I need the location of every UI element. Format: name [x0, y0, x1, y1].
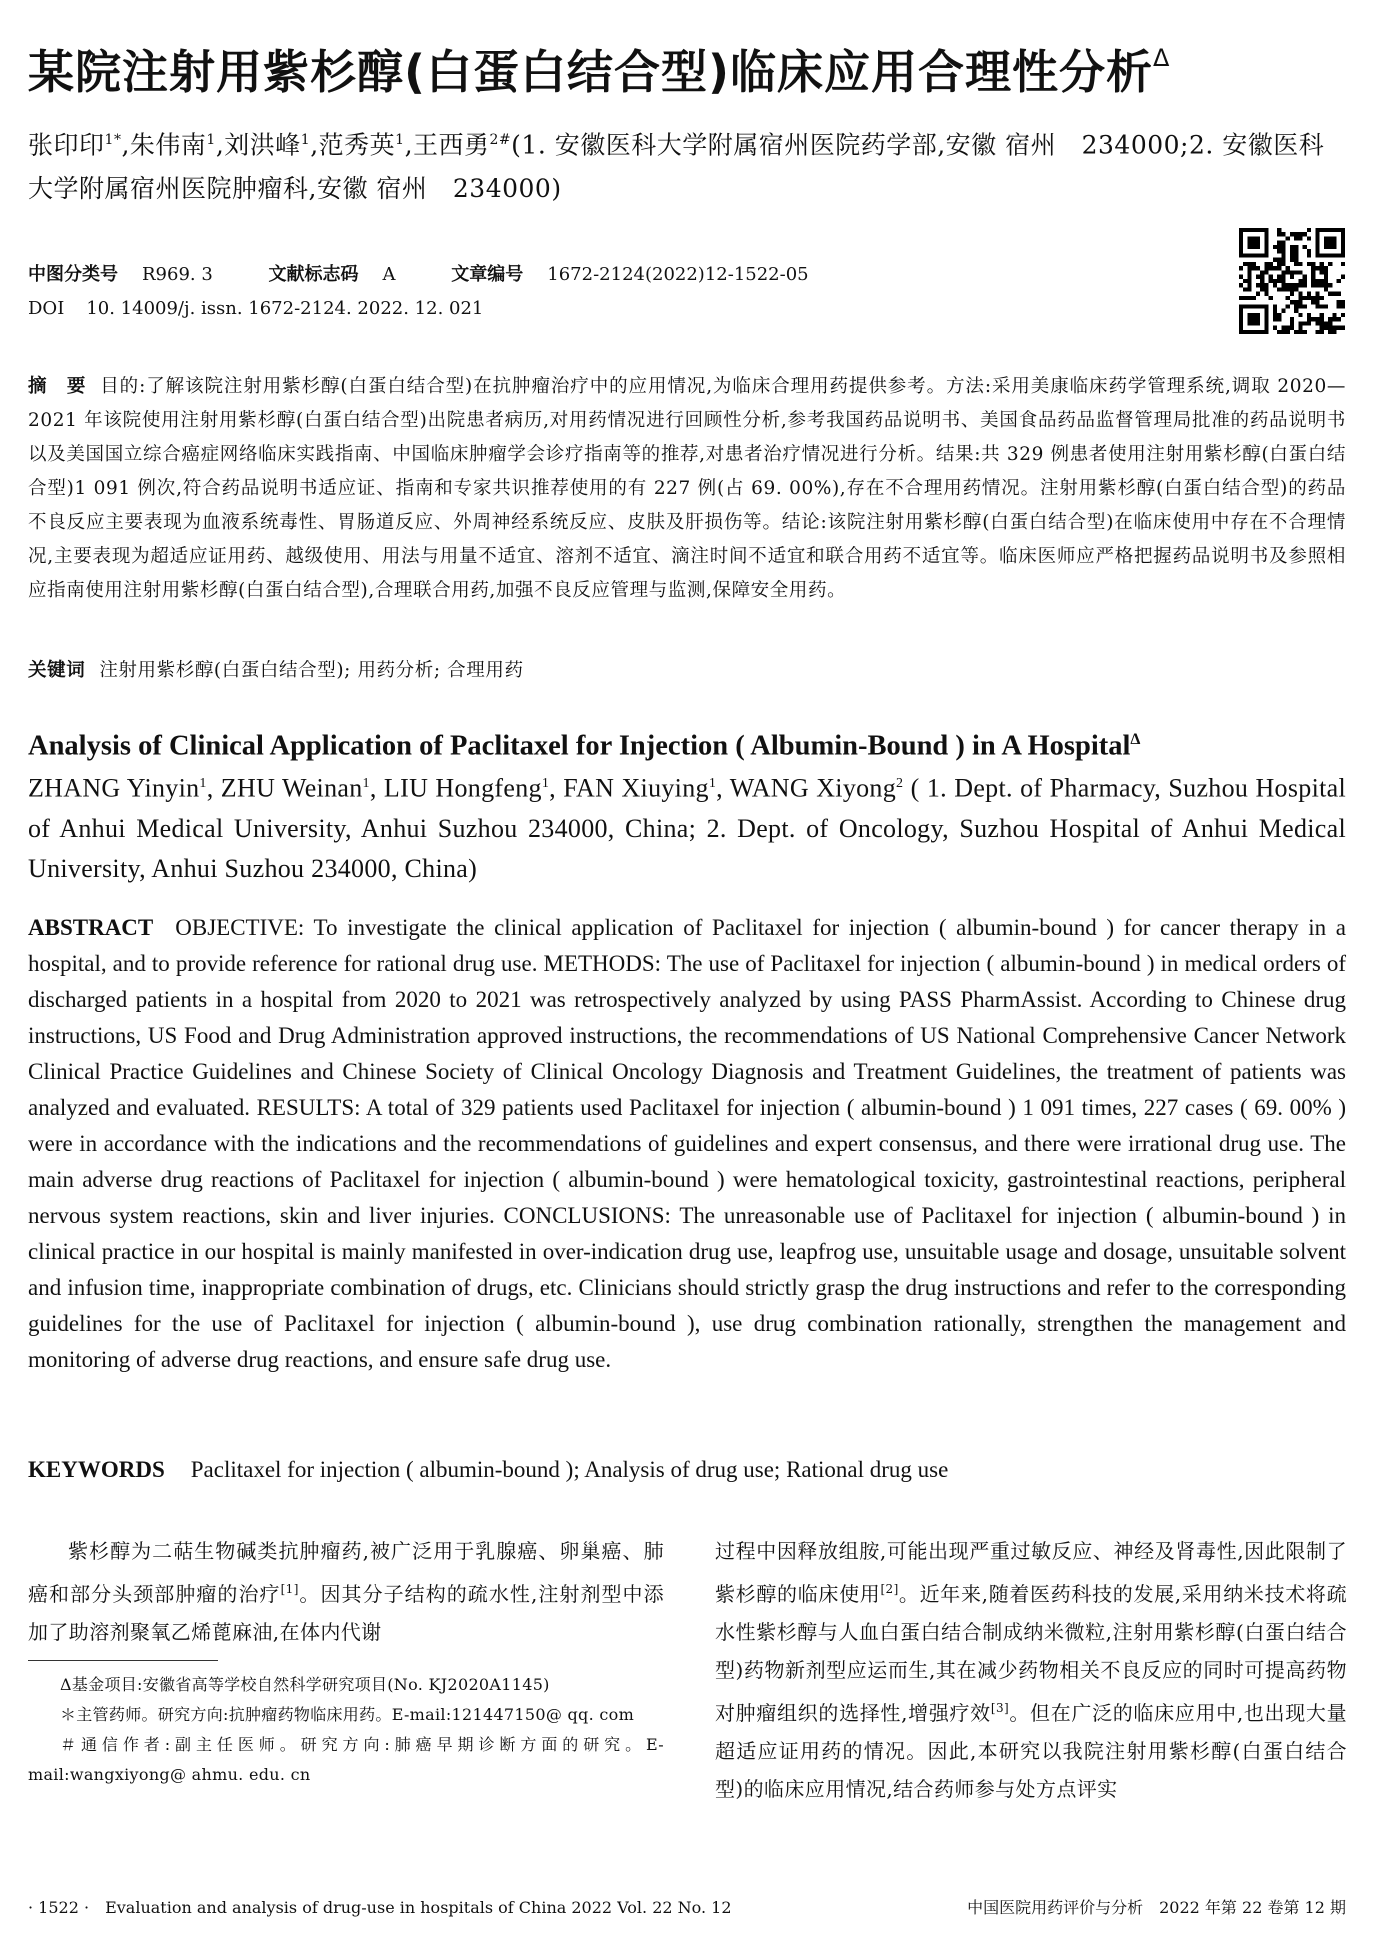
footer-journal-cn: 中国医院用药评价与分析 2022 年第 22 卷第 12 期 — [967, 1898, 1346, 1917]
doi-value: 10. 14009/j. issn. 1672-2124. 2022. 12. 021 — [86, 298, 484, 319]
footer-journal-en: · 1522 · Evaluation and analysis of drug-use in hospitals of China 2022 Vol. 22 No. 12 — [28, 1898, 732, 1917]
body-paragraph: 紫杉醇为二萜生物碱类抗肿瘤药,被广泛用于乳腺癌、卵巢癌、肺癌和部分头颈部肿瘤的治疗[1]。因其分子结构的疏水性,注射剂型中添加了助溶剂聚氧乙烯蓖麻油,在体内代谢 — [28, 1539, 664, 1644]
article-no-value: 1672-2124(2022)12-1522-05 — [547, 264, 809, 285]
chinese-abstract-text: 目的:了解该院注射用紫杉醇(白蛋白结合型)在抗肿瘤治疗中的应用情况,为临床合理用药提供参考。方法:采用美康临床药学管理系统,调取 2020—2021 年该院使用注射用紫杉醇(白蛋白结合型)出院患者病历,对用药情况进行回顾性分析,参考我国药品说明书、美国食品药品监督管理局批准的药品说明书以及美国国立综合癌症网络临床实践指南、中国临床肿瘤学会诊疗指南等的推荐,对患者治疗情况进行分析。结果:共 329 例患者使用注射用紫杉醇(白蛋白结合型)1 091 例次,符合药品说明书适应证、指南和专家共识推荐使用的有 227 例(占 69. 00%),存在不合理用药情况。注射用紫杉醇(白蛋白结合型)的药品不良反应主要表现为血液系统毒性、胃肠道反应、外周神经系统反应、皮肤及肝损伤等。结论:该院注射用紫杉醇(白蛋白结合型)在临床使用中存在不合理情况,主要表现为超适应证用药、越级使用、用法与用量不适宜、溶剂不适宜、滴注时间不适宜和联合用药不适宜等。临床医师应严格把握药品说明书及参照相应指南使用注射用紫杉醇(白蛋白结合型),合理联合用药,加强不良反应管理与监测,保障安全用药。 — [28, 376, 1346, 601]
chinese-title: 某院注射用紫杉醇(白蛋白结合型)临床应用合理性分析$^\Delta$ — [28, 44, 1171, 99]
article-no-label: 文章编号 — [451, 264, 524, 285]
body-paragraph: 过程中因释放组胺,可能出现严重过敏反应、神经及肾毒性,因此限制了紫杉醇的临床使用[2]。近年来,随着医药科技的发展,采用纳米技术将疏水性紫杉醇与人血白蛋白结合制成纳米微粒,注射用紫杉醇(白蛋白结合型)药物新剂型应运而生,其在减少药物相关不良反应的同时可提高药物对肿瘤组织的选择性,增强疗效[3]。但在广泛的临床应用中,也出现大量超适应证用药的情况。因此,本研究以我院注射用紫杉醇(白蛋白结合型)的临床应用情况,结合药师参与处方点评实 — [715, 1539, 1348, 1801]
footnote-fund: Δ基金项目:安徽省高等学校自然科学研究项目(No. KJ2020A1145) — [60, 1675, 550, 1694]
article-metadata — [28, 258, 1198, 326]
chinese-keywords-text: 注射用紫杉醇(白蛋白结合型); 用药分析; 合理用药 — [99, 660, 524, 681]
english-title: Analysis of Clinical Application of Paclitaxel for Injection ( Albumin-Bound ) in A Hospital$^\Delta$ — [28, 730, 1141, 762]
footnote-corresponding: ＃通信作者:副主任医师。研究方向:肺癌早期诊断方面的研究。E-mail:wangxiyong@ ahmu. edu. cn — [28, 1735, 664, 1784]
qr-code-icon — [1239, 228, 1345, 334]
clc-value: R969. 3 — [142, 264, 213, 285]
doi-label: DOI — [28, 298, 65, 319]
footnote-first-author: ＊主管药师。研究方向:抗肿瘤药物临床用药。E-mail:121447150@ qq. com — [60, 1705, 635, 1724]
doc-code-label: 文献标志码 — [268, 264, 359, 285]
footnote-divider — [28, 1660, 218, 1661]
english-keywords — [28, 1452, 1346, 1488]
clc-label: 中图分类号 — [28, 264, 118, 285]
english-keywords-text: Paclitaxel for injection ( albumin-bound ); Analysis of drug use; Rational drug use — [190, 1457, 949, 1482]
body-right-column — [715, 1532, 1347, 1808]
english-keywords-label: KEYWORDS — [28, 1457, 165, 1482]
english-abstract-text: OBJECTIVE: To investigate the clinical application of Paclitaxel for injection ( albumin-bound ) for cancer therapy in a hospital, and to provide reference for rational drug use. METHODS: The use of Paclitaxel for injection ( albumin-bound ) in medical orders of discharged patients in a hospital from 2020 to 2021 was retrospectively analyzed by using PASS PharmAssist. According to Chinese drug instructions, US Food and Drug Administration approved instructions, the recommendations of US National Comprehensive Cancer Network Clinical Practice Guidelines and Chinese Society of Clinical Oncology Diagnosis and Treatment Guidelines, the treatment of patients was analyzed and evaluated. RESULTS: A total of 329 patients used Paclitaxel for injection ( albumin-bound ) 1 091 times, 227 cases ( 69. 00% ) were in accordance with the indications and the recommendations of guidelines and expert consensus, and there were irrational drug use. The main adverse drug reactions of Paclitaxel for injection ( albumin-bound ) were hematological toxicity, gastrointestinal reactions, peripheral nervous system reactions, skin and liver injuries. CONCLUSIONS: The unreasonable use of Paclitaxel for injection ( albumin-bound ) in clinical practice in our hospital is mainly manifested in over-indication drug use, leapfrog use, unsuitable usage and dosage, unsuitable solvent and infusion time, inappropriate combination of drugs, etc. Clinicians should strictly grasp the drug instructions and refer to the corresponding guidelines for the use of Paclitaxel for injection ( albumin-bound ), use drug combination rationally, strengthen the management and monitoring of adverse drug reactions, and ensure safe drug use. — [28, 915, 1346, 1372]
english-abstract — [28, 910, 1346, 1378]
footnotes — [28, 1670, 664, 1790]
chinese-abstract-label: 摘 要 — [28, 376, 87, 397]
english-authors: ZHANG Yinyin$^1$, ZHU Weinan$^1$, LIU Hongfeng$^1$, FAN Xiuying$^1$, WANG Xiyong$^2$ ( 1. Dept. of Pharmacy, Suzhou Hospital of Anhui Medical University, Anhui Suzhou 234000, China; 2. Dept. of Oncology, Suzhou Hospital of Anhui Medical University, Anhui Suzhou 234000, China) — [28, 773, 1346, 883]
chinese-abstract — [28, 370, 1346, 608]
body-left-column — [28, 1532, 664, 1651]
english-abstract-label: ABSTRACT — [28, 915, 154, 940]
chinese-authors: 张印印$^{1*}$,朱伟南$^1$,刘洪峰$^1$,范秀英$^1$,王西勇$^{2\#}$(1. 安徽医科大学附属宿州医院药学部,安徽 宿州 234000;2. 安徽医科大学附属宿州医院肿瘤科,安徽 宿州 234000) — [28, 130, 1325, 204]
chinese-keywords-label: 关键词 — [28, 660, 86, 681]
chinese-keywords — [28, 654, 1346, 688]
doc-code-value: A — [382, 264, 396, 285]
